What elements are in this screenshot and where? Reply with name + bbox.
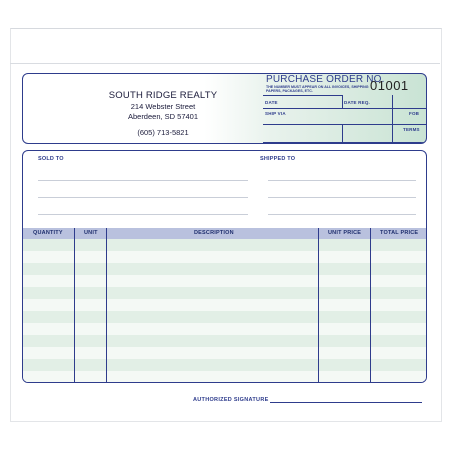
po-rule (263, 142, 427, 143)
column-divider (370, 228, 371, 383)
table-row[interactable] (23, 335, 426, 347)
column-header-unit: UNIT (84, 230, 98, 236)
po-note: THE NUMBER MUST APPEAR ON ALL INVOICES, SHIPPING PAPERS, PACKAGES, ETC. (266, 85, 369, 94)
table-row[interactable] (23, 239, 426, 251)
po-title: PURCHASE ORDER NO. (266, 74, 385, 85)
company-street: 214 Webster Street (130, 102, 196, 111)
po-info-grid (263, 94, 427, 144)
table-row[interactable] (23, 263, 426, 275)
company-phone: (605) 713-5821 (137, 128, 189, 137)
date-label: DATE (265, 100, 278, 105)
column-header-description: DESCRIPTION (194, 230, 234, 236)
table-row[interactable] (23, 287, 426, 299)
shipped-to-label: SHIPPED TO (260, 156, 296, 162)
po-number: 01001 (370, 78, 409, 93)
signature-line[interactable] (270, 402, 422, 403)
table-row[interactable] (23, 311, 426, 323)
shipped-to-line (268, 214, 416, 215)
table-row[interactable] (23, 347, 426, 359)
shipped-to-line (268, 197, 416, 198)
table-row[interactable] (23, 371, 426, 383)
po-rule (263, 95, 343, 96)
column-header-unit-price: UNIT PRICE (328, 230, 362, 236)
column-divider (318, 228, 319, 383)
column-header-total-price: TOTAL PRICE (380, 230, 419, 236)
fob-label: FOB (409, 111, 420, 116)
terms-label: TERMS (403, 127, 420, 132)
table-row[interactable] (23, 323, 426, 335)
company-block (93, 90, 233, 138)
column-divider (74, 228, 75, 383)
line-item-rows (23, 239, 426, 382)
po-divider (392, 95, 393, 142)
table-row[interactable] (23, 251, 426, 263)
po-divider (342, 95, 343, 109)
shipped-to-line (268, 180, 416, 181)
signature-label: AUTHORIZED SIGNATURE (193, 397, 269, 403)
po-divider (342, 124, 343, 142)
column-divider (106, 228, 107, 383)
perforation-line (10, 63, 440, 64)
order-body-box (22, 150, 427, 383)
ship-via-label: SHIP VIA (265, 111, 286, 116)
table-row[interactable] (23, 299, 426, 311)
sold-to-line (38, 180, 248, 181)
sold-to-line (38, 214, 248, 215)
sold-to-line (38, 197, 248, 198)
company-city: Aberdeen, SD 57401 (127, 112, 199, 121)
table-row[interactable] (23, 275, 426, 287)
po-rule (263, 124, 427, 125)
table-row[interactable] (23, 359, 426, 371)
column-header-quantity: QUANTITY (33, 230, 63, 236)
po-rule (263, 108, 427, 109)
company-name: SOUTH RIDGE REALTY (108, 90, 218, 101)
date-req-label: DATE REQ. (344, 100, 370, 105)
sold-to-label: SOLD TO (38, 156, 64, 162)
header-box (22, 73, 427, 144)
